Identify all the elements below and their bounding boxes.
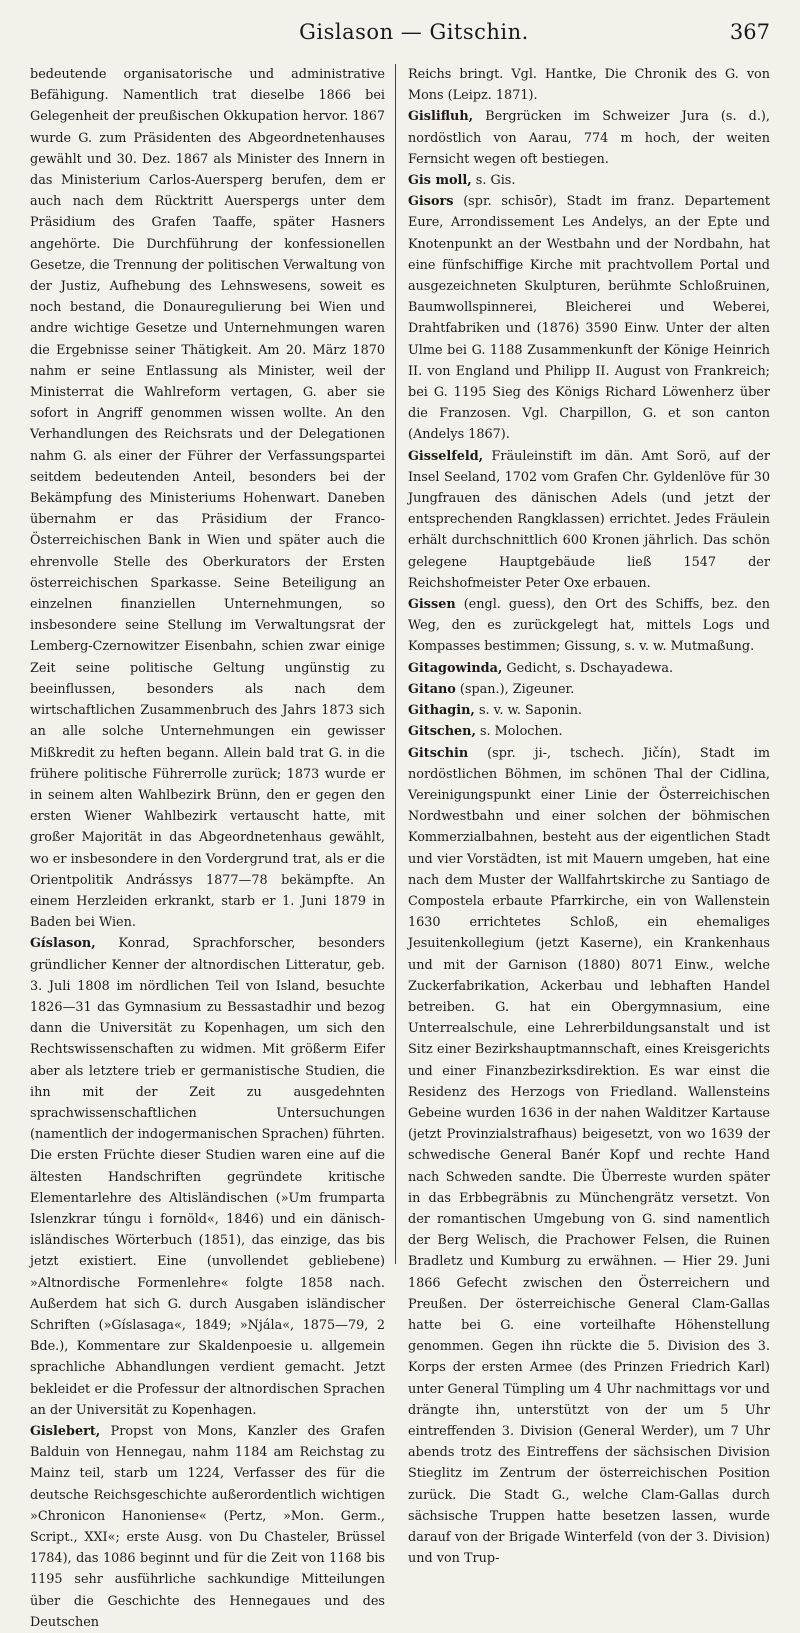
- dictionary-entry: [408, 191, 770, 445]
- dictionary-entry: [408, 594, 770, 658]
- dictionary-entry: [30, 933, 385, 1421]
- entry-text: Gedicht, s. Dschayadewa.: [502, 660, 674, 676]
- right-column: [408, 64, 770, 1567]
- entry-text: Konrad, Sprachforscher, besonders gründlicher Kenner der altnordischen Litteratur, geb. 3. Juli 1808 im nördlichen Teil von Island, besuchte 1826—31 das Gymnasium zu Bessastadhir und bezog dann die Universität zu Kopenhagen, um sich den Rechtswissenschaften zu widmen. Mit größerm Eifer aber als letztere trieb er germanistische Studien, die ihn mit der Zeit zu ausgedehnten sprachwissenschaftlichen Untersuchungen (namentlich der indogermanischen Sprachen) führten. Die ersten Früchte dieser Studien waren eine auf die ältesten Handschriften gegründete kritische Elementarlehre des Altisländischen (»Um frumparta Islenzkrar túngu i fornöld«, 1846) und ein dänisch-isländisches Wörterbuch (1851), das einzige, das bis jetzt existiert. Eine (unvollendet gebliebene) »Altnordische Formenlehre« folgte 1858 nach. Außerdem hat sich G. durch Ausgaben isländischer Schriften (»Gíslasaga«, 1849; »Njála«, 1875—79, 2 Bde.), Kommentare zur Skaldenpoesie u. allgemein sprachliche Abhandlungen verdient gemacht. Jetzt bekleidet er die Professur der altnordischen Sprachen an der Universität zu Kopenhagen.: [30, 936, 385, 1418]
- running-head: Gislason — Gitschin.: [299, 20, 529, 44]
- entry-text: (span.), Zigeuner.: [455, 681, 575, 697]
- entry-headword: Gissen: [408, 597, 456, 613]
- dictionary-entry: [408, 64, 770, 106]
- page-header: [58, 20, 770, 50]
- entry-text: Reichs bringt. Vgl. Hantke, Die Chronik des G. von Mons (Leipz. 1871).: [408, 67, 770, 104]
- left-column: [30, 64, 385, 1630]
- dictionary-entry: [408, 679, 770, 700]
- dictionary-entry: [408, 446, 770, 594]
- entry-headword: Gitschen,: [408, 724, 476, 740]
- entry-headword: Gíslason,: [30, 936, 96, 952]
- dictionary-entry: [408, 658, 770, 679]
- entry-text: Fräuleinstift im dän. Amt Sorö, auf der Insel Seeland, 1702 vom Grafen Chr. Gyldenlöve für 30 Jungfrauen des dänischen Adels (und jetzt der entsprechenden Rangklassen) errichtet. Jedes Fräulein erhält durchschnittlich 600 Kronen jährlich. Das schön gelegene Hauptgebäude ließ 1547 der Reichshofmeister Peter Oxe erbauen.: [408, 448, 770, 591]
- entry-text: (spr. ji-, tschech. Jičín), Stadt im nordöstlichen Böhmen, im schönen Thal der Cidlina, Vereinigungspunkt einer Linie der Österreichischen Nordwestbahn und einer solchen der böhmischen Kommerzialbahnen, besteht aus der eigentlichen Stadt und vier Vorstädten, ist mit Mauern umgeben, hat eine nach dem Muster der Wallfahrtskirche zu Santiago de Compostela erbaute Pfarrkirche, ein von Wallenstein 1630 errichtetes Schloß, ein ehemaliges Jesuitenkollegium (jetzt Kaserne), ein Krankenhaus und mit der Garnison (1880) 8071 Einw., welche Zuckerfabrikation, Ackerbau und lebhaften Handel betreiben. G. hat ein Obergymnasium, eine Unterrealschule, eine Lehrerbildungsanstalt und ist Sitz einer Bezirkshauptmannschaft, eines Kreisgerichts und einer Finanzbezirksdirektion. Es war einst die Residenz des Herzogs von Friedland. Wallensteins Gebeine wurden 1636 in der nahen Walditzer Kartause (jetzt Provinzialstrafhaus) beigesetzt, von wo 1639 der schwedische General Banér Kopf und rechte Hand nach Schweden sandte. Die Überreste wurden später in das Erbbegräbnis zu Münchengrätz versetzt. Von der romantischen Umgebung von G. sind namentlich der Berg Welisch, die Prachower Felsen, die Ruinen Bradletz und Kumburg zu erwähnen. — Hier 29. Juni 1866 Gefecht zwischen den Österreichern und Preußen. Der österreichische General Clam-Gallas hatte bei G. eine vorteilhafte Höhenstellung genommen. Gegen ihn rückte die 5. Division des 3. Korps der ersten Armee (des Prinzen Friedrich Karl) unter General Tümpling um 4 Uhr nachmittags vor und drängte ihn, unterstützt von der um 5 Uhr eintreffenden 3. Division (General Werder), um 7 Uhr abends trotz des Eintreffens der sächsischen Division Stieglitz im Zentrum der österreichischen Position zurück. Die Stadt G., welche Clam-Gallas durch sächsische Truppen hatte besetzen lassen, wurde darauf von der Brigade Winterfeld (von der 3. Division) und von Trup-: [408, 745, 770, 1567]
- page-number: 367: [729, 20, 770, 44]
- entry-headword: Gis moll,: [408, 173, 472, 189]
- entry-text: s. Gis.: [471, 173, 516, 189]
- entry-headword: Gisors: [408, 194, 454, 210]
- column-divider: [395, 64, 396, 1264]
- entry-text: Bergrücken im Schweizer Jura (s. d.), nordöstlich von Aarau, 774 m hoch, der weiten Fernsicht wegen oft bestiegen.: [408, 109, 770, 167]
- entry-headword: Gislebert,: [30, 1424, 101, 1439]
- entry-headword: Gisselfeld,: [408, 448, 484, 464]
- entry-text: s. v. w. Saponin.: [474, 703, 582, 719]
- entry-headword: Gitagowinda,: [408, 660, 503, 676]
- dictionary-entry: [408, 106, 770, 170]
- entry-text: s. Molochen.: [475, 724, 563, 740]
- entry-headword: Gislifluh,: [408, 109, 474, 125]
- entry-headword: Githagin,: [408, 703, 475, 719]
- dictionary-entry: [408, 743, 770, 1570]
- entry-text: bedeutende organisatorische und administrative Befähigung. Namentlich trat dieselbe 1866 bei Gelegenheit der preußischen Okkupation hervor. 1867 wurde G. zum Präsidenten des Abgeordnetenhauses gewählt und 30. Dez. 1867 als Minister des Innern in das Ministerium Carlos-Auersperg berufen, dem er auch nach dem Rücktritt Auerspergs unter dem Präsidium des Grafen Taaffe, später Hasners angehörte. Die Durchführung der konfessionellen Gesetze, die Trennung der politischen Verwaltung von der Justiz, Aufhebung des Lehnswesens, soweit es noch bestand, die Donauregulierung bei Wien und andre wichtige Gesetze und Unternehmungen waren die Ergebnisse seiner Thätigkeit. Am 20. März 1870 nahm er seine Entlassung als Minister, weil der Ministerrat die Wahlreform vertagen, G. aber sie sofort in Angriff genommen wissen wollte. An den Verhandlungen des Reichsrats und der Delegationen nahm G. als einer der Führer der Verfassungspartei seitdem bedeutenden Anteil, besonders bei der Bekämpfung des Ministeriums Hohenwart. Daneben übernahm er das Präsidium der Franco-Österreichischen Bank in Wien und später auch die ehrenvolle Stelle des Oberkurators der Ersten österreichischen Sparkasse. Seine Beteiligung an einzelnen finanziellen Unternehmungen, so insbesondere seine Stellung im Verwaltungsrat der Lemberg-Czernowitzer Eisenbahn, schien zwar einige Zeit seine politische Geltung ungünstig zu beeinflussen, besonders als nach dem wirtschaftlichen Zusammenbruch des Jahrs 1873 sich an alle solche Unternehmungen ein gewisser Mißkredit zu heften begann. Allein bald trat G. in die frühere politische Führerrolle zurück; 1873 wurde er in seinem alten Wahlbezirk Brünn, den er gegen den ersten Wiener Wahlbezirk vertauscht hatte, mit großer Majorität in das Abgeordnetenhaus gewählt, wo er insbesondere in den Vordergrund trat, als er die Orientpolitik Andrássys 1877—78 bekämpfte. An einem Herzleiden erkrankt, starb er 1. Juni 1879 in Baden bei Wien.: [30, 67, 385, 931]
- entry-text: Propst von Mons, Kanzler des Grafen Balduin von Hennegau, nahm 1184 am Reichstag zu Mainz teil, starb um 1224, Verfasser des für die deutsche Reichsgeschichte außerordentlich wichtigen »Chronicon Hanoniense« (Pertz, »Mon. Germ., Script., XXI«; erste Ausg. von Du Chasteler, Brüssel 1784), das 1086 beginnt und für die Zeit von 1168 bis 1195 sehr ausführliche sachkundige Mitteilungen über die Geschichte des Hennegaues und des Deutschen: [30, 1424, 385, 1630]
- entry-headword: Gitano: [408, 681, 456, 697]
- dictionary-entry: [408, 721, 770, 742]
- entry-text: (engl. guess), den Ort des Schiffs, bez. den Weg, den es zurückgelegt hat, mittels Logs und Kompasses bestimmen; Gissung, s. v. w. Mutmaßung.: [408, 597, 770, 655]
- dictionary-entry: [408, 700, 770, 721]
- dictionary-entry: [30, 1421, 385, 1633]
- entry-headword: Gitschin: [408, 745, 469, 761]
- entry-text: (spr. schisōr), Stadt im franz. Departement Eure, Arrondissement Les Andelys, an der Epte und Knotenpunkt an der Westbahn und der Nordbahn, hat eine fünfschiffige Kirche mit prachtvollem Portal und ausgezeichneten Skulpturen, berühmte Schloßruinen, Baumwollspinnerei, Bleicherei und Weberei, Drahtfabriken und (1876) 3590 Einw. Unter der alten Ulme bei G. 1188 Zusammenkunft der Könige Heinrich II. von England und Philipp II. August von Frankreich; bei G. 1195 Sieg des Königs Richard Löwenherz über die Franzosen. Vgl. Charpillon, G. et son canton (Andelys 1867).: [408, 194, 770, 443]
- dictionary-entry: [30, 64, 385, 933]
- dictionary-entry: [408, 170, 770, 191]
